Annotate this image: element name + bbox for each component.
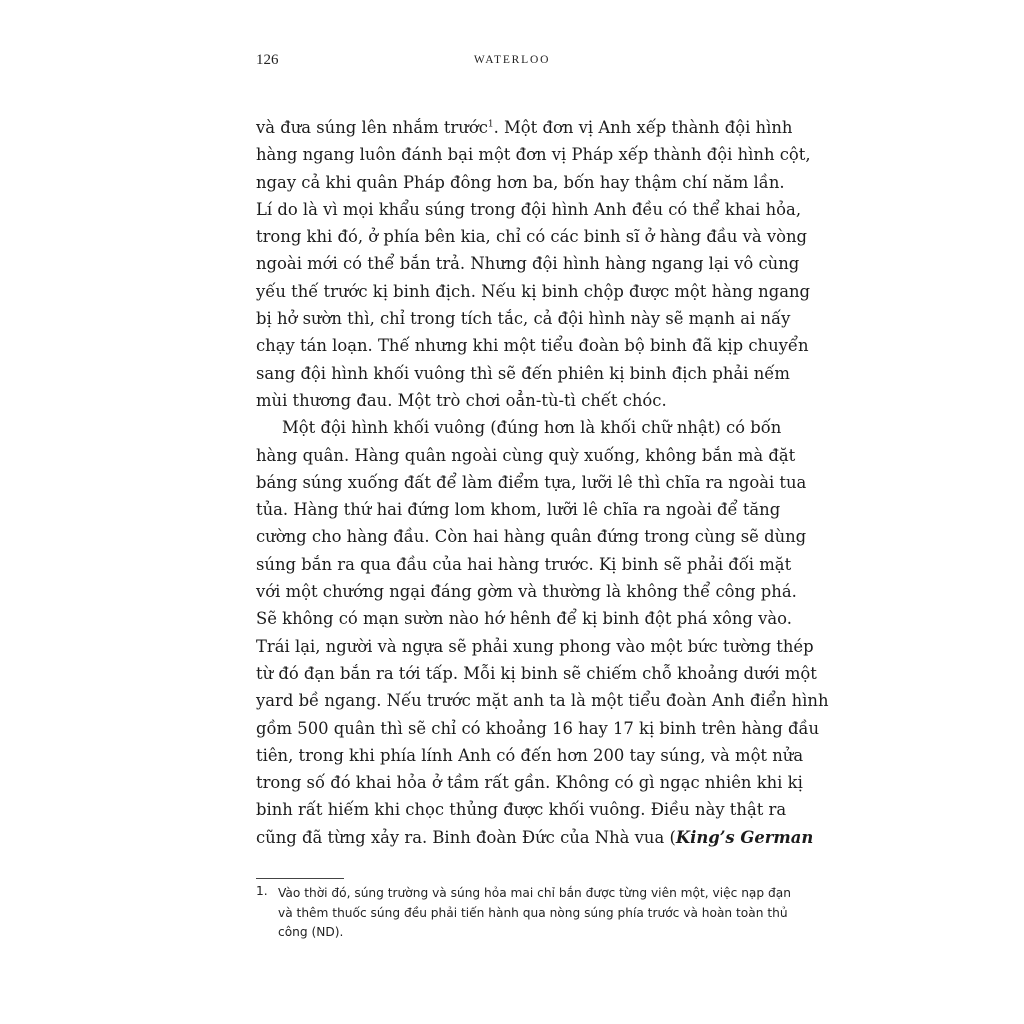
footnote-line: Vào thời đó, súng trường và súng hỏa mai chỉ bắn được từng viên một, việc nạp đạn: [278, 886, 791, 900]
text-line: trong khi đó, ở phía bên kia, chỉ có các binh sĩ ở hàng đầu và vòng: [256, 227, 808, 247]
text-line: hàng ngang luôn đánh bại một đơn vị Pháp xếp thành đội hình cột,: [256, 145, 811, 165]
text-line: chạy tán loạn. Thế nhưng khi một tiểu đoàn bộ binh đã kịp chuyển: [256, 336, 809, 356]
text-line: ngay cả khi quân Pháp đông hơn ba, bốn hay thậm chí năm lần.: [256, 172, 785, 192]
text-line: tiên, trong khi phía lính Anh có đến hơn 200 tay súng, và một nửa: [256, 745, 804, 765]
text-line: trong số đó khai hỏa ở tầm rất gần. Không có gì ngạc nhiên khi kị: [256, 773, 803, 793]
text-line: ngoài mới có thể bắn trả. Nhưng đội hình hàng ngang lại vô cùng: [256, 254, 800, 274]
italic-phrase: King’s German: [675, 827, 814, 847]
text-line-content: . Một đơn vị Anh xếp thành đội hình: [493, 118, 793, 137]
text-line: mùi thương đau. Một trò chơi oẳn-tù-tì chết chóc.: [256, 390, 667, 410]
text-line: sang đội hình khối vuông thì sẽ đến phiên kị binh địch phải nếm: [256, 363, 790, 383]
text-line: cường cho hàng đầu. Còn hai hàng quân đứng trong cùng sẽ dùng: [256, 527, 807, 547]
text-line: hàng quân. Hàng quân ngoài cùng quỳ xuống, không bắn mà đặt: [256, 445, 796, 465]
text-line: Sẽ không có mạn sườn nào hớ hênh để kị binh đột phá xông vào.: [256, 609, 792, 629]
text-line: [256, 114, 793, 141]
footnote: [256, 884, 791, 943]
text-line-content: và đưa súng lên nhắm trước: [256, 118, 488, 137]
text-line-content: cũng đã từng xảy ra. Binh đoàn Đức của Nhà vua (: [256, 827, 676, 847]
running-title: WATERLOO: [473, 54, 551, 66]
text-line: súng bắn ra qua đầu của hai hàng trước. Kị binh sẽ phải đối mặt: [256, 554, 792, 574]
body-text: [256, 114, 829, 851]
text-line: từ đó đạn bắn ra tới tấp. Mỗi kị binh sẽ chiếm chỗ khoảng dưới một: [256, 663, 817, 683]
text-line: Trái lại, người và ngựa sẽ phải xung phong vào một bức tường thép: [256, 636, 814, 656]
text-line: [256, 824, 814, 851]
footnote-divider: [256, 878, 344, 879]
text-line: Lí do là vì mọi khẩu súng trong đội hình Anh đều có thể khai hỏa,: [256, 199, 802, 219]
text-line: yard bề ngang. Nếu trước mặt anh ta là một tiểu đoàn Anh điển hình: [256, 691, 829, 711]
text-line: báng súng xuống đất để làm điểm tựa, lưỡi lê thì chĩa ra ngoài tua: [256, 472, 807, 492]
footnote-line: và thêm thuốc súng đều phải tiến hành qua nòng súng phía trước và hoàn toàn thủ: [278, 905, 788, 920]
text-line: binh rất hiếm khi chọc thủng được khối vuông. Điều này thật ra: [256, 800, 787, 820]
text-line: bị hở sườn thì, chỉ trong tích tắc, cả đội hình này sẽ mạnh ai nấy: [256, 309, 791, 329]
footnote-reference[interactable]: 1: [487, 119, 494, 130]
footnote-line: công (ND).: [278, 925, 344, 939]
footnote-text: [278, 884, 791, 943]
text-line: gồm 500 quân thì sẽ chỉ có khoảng 16 hay 17 kị binh trên hàng đầu: [256, 718, 820, 738]
footnote-marker: 1.: [256, 884, 268, 898]
text-line: yếu thế trước kị binh địch. Nếu kị binh chộp được một hàng ngang: [256, 281, 811, 301]
text-line: tủa. Hàng thứ hai đứng lom khom, lưỡi lê chĩa ra ngoài để tăng: [256, 500, 781, 520]
page-number: 126: [256, 52, 279, 68]
text-line: với một chướng ngại đáng gờm và thường là không thể công phá.: [256, 582, 797, 602]
text-line: Một đội hình khối vuông (đúng hơn là khối chữ nhật) có bốn: [282, 418, 782, 438]
